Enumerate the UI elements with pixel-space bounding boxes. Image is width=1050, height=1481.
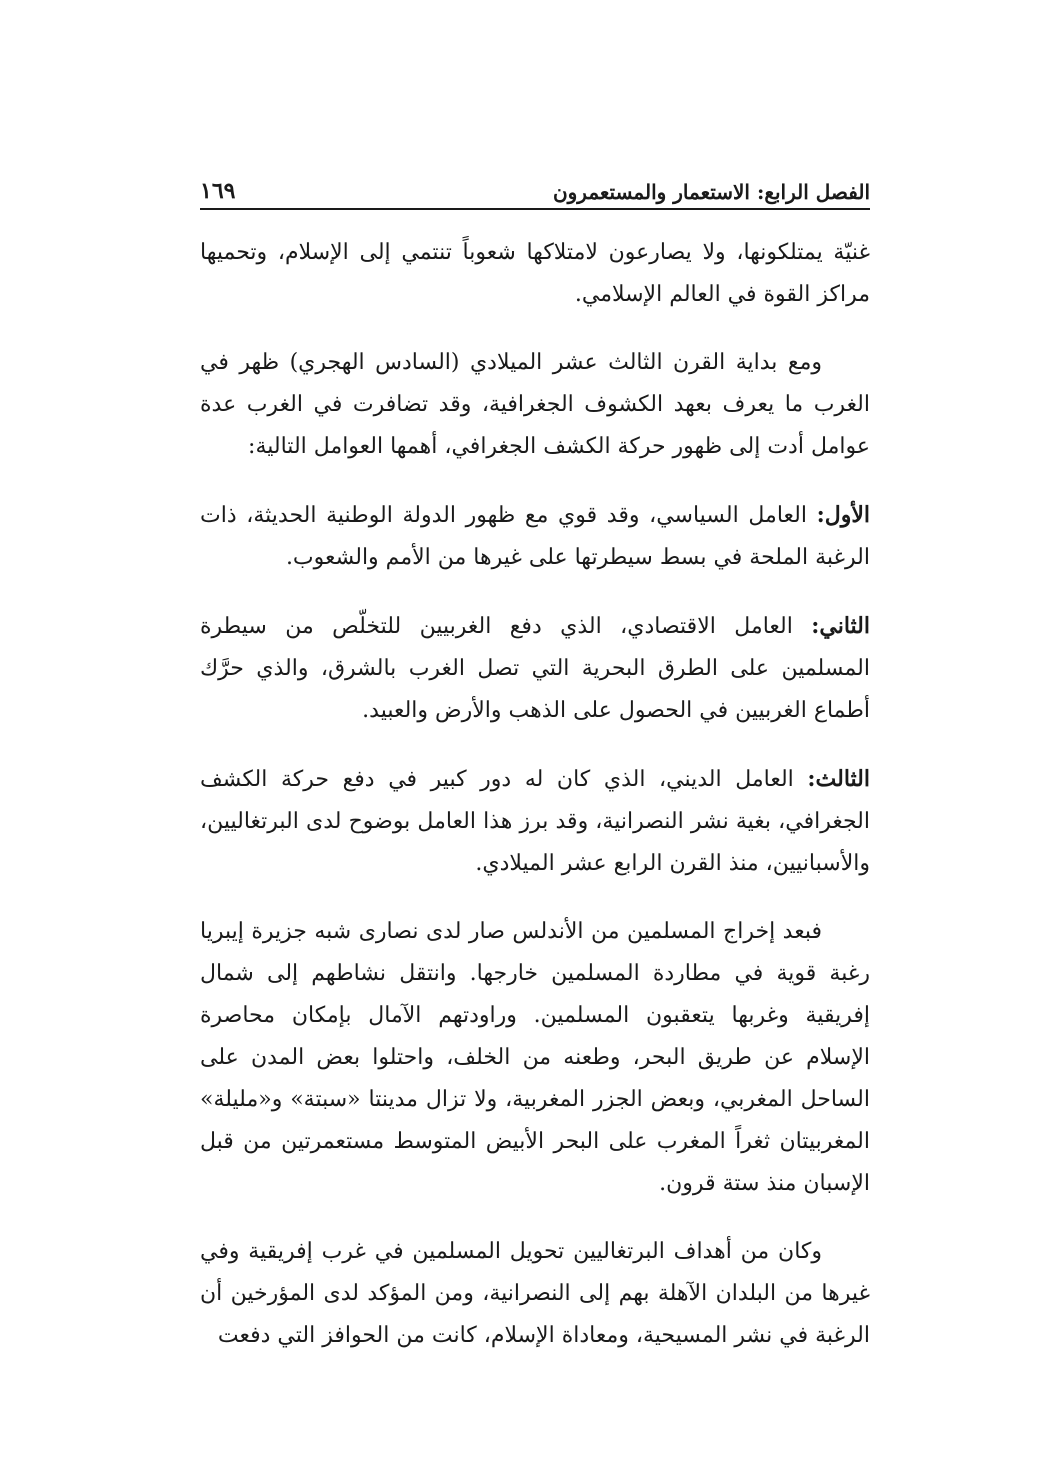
paragraph-text: وكان من أهداف البرتغاليين تحويل المسلمين في غرب إفريقية وفي غيرها من البلدان الآهلة بهم إلى النصرانية، ومن المؤكد لدى المؤرخين أن الرغبة في نشر المسيحية، ومعاداة الإسلام، كانت من الحوافز التي دفعت [200,1239,870,1348]
paragraph-text: العامل السياسي، وقد قوي مع ظهور الدولة الوطنية الحديثة، ذات الرغبة الملحة في بسط سيطرتها على غيرها من الأمم والشعوب. [200,503,870,570]
running-title: الفصل الرابع: الاستعمار والمستعمرون [552,180,870,204]
paragraph-andalusia [200,911,870,1205]
paragraph-lead: الأول: [816,502,870,528]
paragraph-factor-first [200,494,870,579]
page-number: ١٦٩ [200,178,236,204]
paragraph-lead: الثاني: [811,613,870,639]
paragraph-intro [200,342,870,468]
paragraph-text: فبعد إخراج المسلمين من الأندلس صار لدى نصارى شبه جزيرة إيبريا رغبة قوية في مطاردة المسلمين خارجها. وانتقل نشاطهم إلى شمال إفريقية وغربها يتعقبون المسلمين. وراودتهم الآمال بإمكان محاصرة الإسلام عن طريق البحر، وطعنه من الخلف، واحتلوا بعض المدن على الساحل المغربي، وبعض الجزر المغربية، ولا تزال مدينتا «سبتة» و«مليلة» المغربيتان ثغراً المغرب على البحر الأبيض المتوسط مستعمرتين من قبل الإسبان منذ ستة قرون. [200,919,870,1196]
paragraph-text: غنيّة يمتلكونها، ولا يصارعون لامتلاكها شعوباً تنتمي إلى الإسلام، وتحميها مراكز القوة في العالم الإسلامي. [200,240,870,307]
paragraph-text: العامل الديني، الذي كان له دور كبير في دفع حركة الكشف الجغرافي، بغية نشر النصرانية، وقد برز هذا العامل بوضوح لدى البرتغاليين، والأسبانيين، منذ القرن الرابع عشر الميلادي. [200,767,870,876]
paragraph-continuation [200,232,870,316]
paragraph-portuguese [200,1231,870,1357]
paragraph-factor-third [200,758,870,885]
paragraph-text: العامل الاقتصادي، الذي دفع الغربيين للتخلّص من سيطرة المسلمين على الطرق البحرية التي تصل الغرب بالشرق، والذي حرَّك أطماع الغربيين في الحصول على الذهب والأرض والعبيد. [200,614,870,723]
body-text [200,232,870,1383]
paragraph-text: ومع بداية القرن الثالث عشر الميلادي (السادس الهجري) ظهر في الغرب ما يعرف بعهد الكشوف الجغرافية، وقد تضافرت في الغرب عدة عوامل أدت إلى ظهور حركة الكشف الجغرافي، أهمها العوامل التالية: [200,350,870,459]
paragraph-factor-second [200,605,870,732]
paragraph-lead: الثالث: [807,766,870,792]
page-header [200,168,870,210]
